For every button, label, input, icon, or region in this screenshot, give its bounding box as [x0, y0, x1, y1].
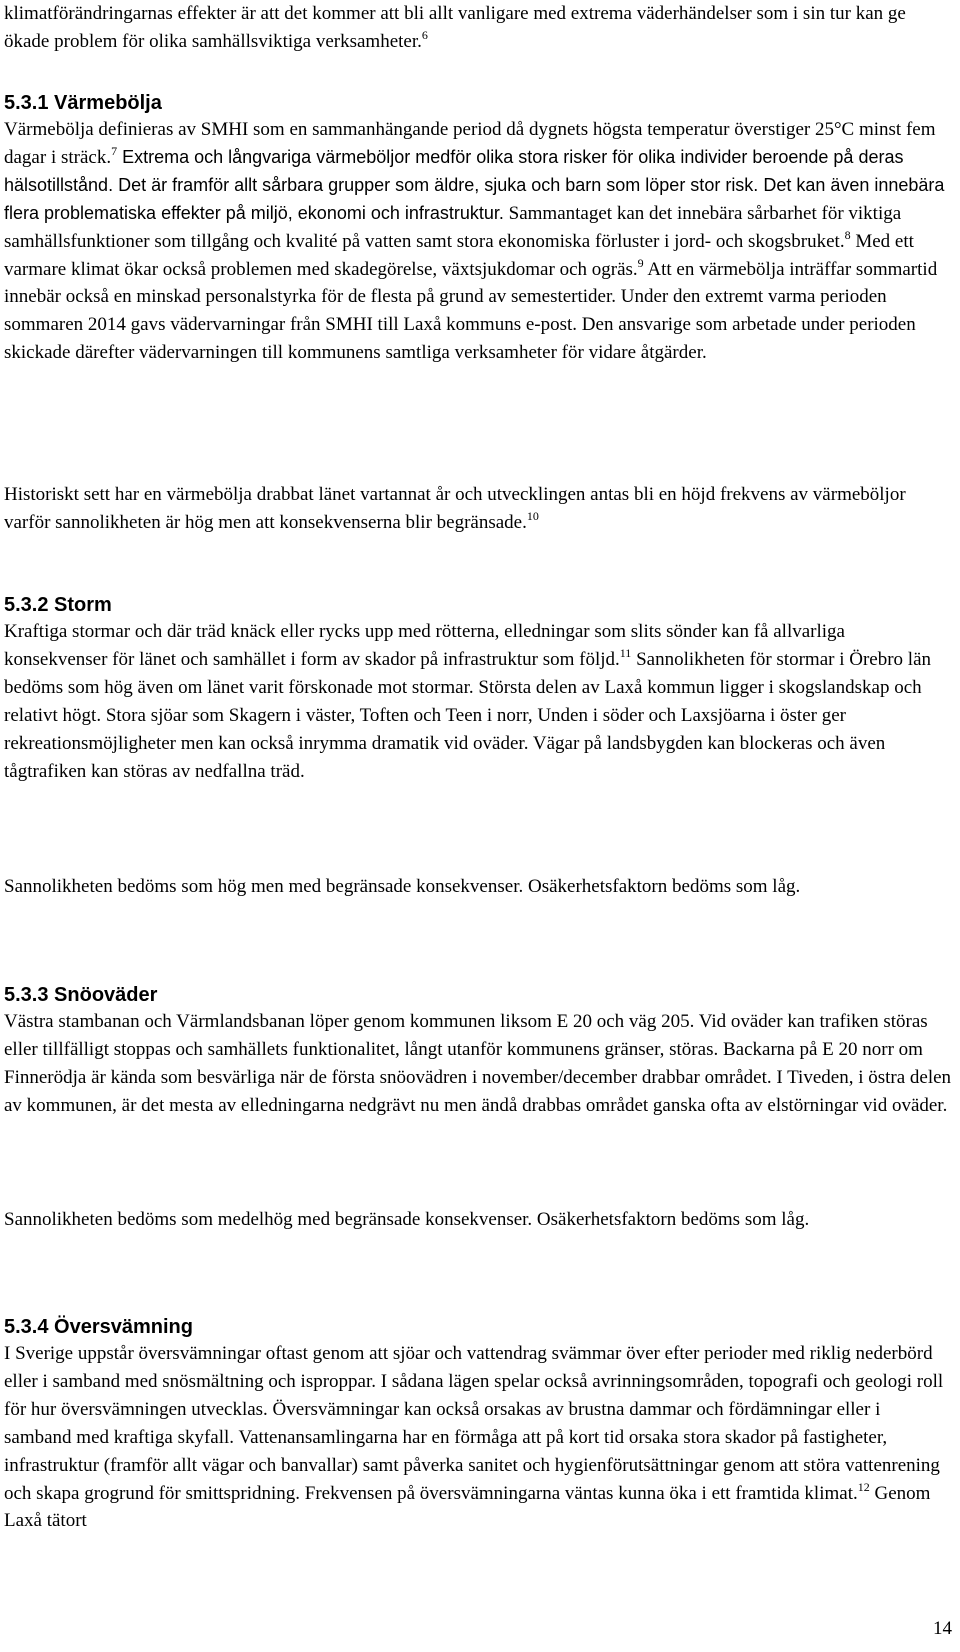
intro-paragraph — [4, 0, 952, 56]
storm-assessment-paragraph: Sannolikheten bedöms som hög men med begränsade konsekvenser. Osäkerhetsfaktorn bedöms som låg. — [4, 876, 801, 897]
heatwave-text-b: Extrema och långvariga värmeböljor medför olika stora risker för olika individer beroende på deras hälsotillstånd. Det är framför allt sårbara grupper som äldre, sjuka och barn som löper stor risk. Det kan även innebära flera problematiska effekter på miljö, ekonomi och infrastruktur. — [4, 146, 945, 223]
heading-5-3-3: 5.3.3 Snöoväder — [4, 984, 158, 1006]
footnote-ref-11: 11 — [619, 645, 632, 660]
snowstorm-paragraph: Västra stambanan och Värmlandsbanan löper genom kommunen liksom E 20 och väg 205. Vid oväder kan trafiken störas eller tillfälligt stoppas och samhällets funktionalitet, långt utanför kommunens gränser, störas. Backarna på E 20 norr om Finnerödja är kända som besvärliga när de första snöovädren i november/december drabbar området. I Tiveden, i östra delen av kommunen, är det mesta av elledningarna nedgrävt nu men ändå drabbas området ganska ofta av elstörningar vid oväder. — [4, 1011, 952, 1116]
snowstorm-assessment-paragraph: Sannolikheten bedöms som medelhög med begränsade konsekvenser. Osäkerhetsfaktorn bedöms som låg. — [4, 1209, 810, 1230]
heatwave-history-text: Historiskt sett har en värmebölja drabbat länet vartannat år och utvecklingen antas bli en höjd frekvens av värmeböljor varför sannolikheten är hög men att konsekvenserna blir begränsade. — [4, 484, 906, 533]
heatwave-history-paragraph — [4, 481, 952, 537]
page-number: 14 — [933, 1618, 952, 1639]
heading-5-3-4: 5.3.4 Översvämning — [4, 1316, 193, 1338]
heatwave-text-c: Sammantaget kan det innebära sårbarhet för viktiga samhällsfunktioner som tillgång och kvalité på vatten samt stora ekonomiska förluster i jord- och skogsbruket. — [4, 202, 902, 252]
flood-text-a: I Sverige uppstår översvämningar oftast genom att sjöar och vattendrag svämmar över efter perioder med riklig nederbörd eller i samband med snösmältning och isproppar. I sådana lägen spelar också avrinningsområden, topografi och geologi roll för hur översvämningen utvecklas. Översvämningar kan också orsakas av brustna dammar och fördämningar eller i samband med kraftiga skyfall. Vattenansamlingarna har en förmåga att på kort tid orsaka stora skador på fastigheter, infrastruktur (framför allt vägar och banvallar) samt påverka sanitet och hygienförutsättningar genom att störa vattenrening och skapa grogrund för smittspridning. Frekvensen på översvämningarna väntas kunna öka i ett framtida klimat. — [4, 1343, 944, 1504]
footnote-ref-9: 9 — [637, 255, 644, 270]
heatwave-text-a: Värmebölja definieras av SMHI som en sammanhängande period då dygnets högsta temperatur överstiger 25°C minst fem dagar i sträck. — [4, 119, 936, 168]
heatwave-text-d: Med ett varmare klimat ökar också problemen med skadegörelse, växtsjukdomar och ogräs. — [4, 230, 914, 280]
footnote-ref-7: 7 — [111, 143, 118, 158]
storm-text-b: Sannolikheten för stormar i Örebro län bedöms som hög även om länet varit förskonade mot stormar. Största delen av Laxå kommun ligger i skogslandskap och relativt högt. Stora sjöar som Skagern i väster, Toften och Teen i norr, Unden i söder och Laxsjöarna i öster ger rekreationsmöjligheter men kan också inrymma dramatik vid oväder. Vägar på landsbygden kan blockeras och även tågtrafiken kan störas av nedfallna träd. — [4, 648, 932, 782]
heatwave-text-e: Att en värmebölja inträffar sommartid innebär också en minskad personalstyrka för de flesta på grund av semestertider. Under den extremt varma perioden sommaren 2014 gavs vädervarningar från SMHI till Laxå kommuns e-post. Den ansvarige som arbetade under perioden skickade därefter vädervarningen till kommunens samtliga verksamheter för vidare åtgärder. — [4, 258, 938, 364]
storm-paragraph — [4, 618, 952, 785]
storm-text-a: Kraftiga stormar och där träd knäck eller rycks upp med rötterna, elledningar som slits sönder kan få allvarliga konsekvenser för länet och samhället i form av skador på infrastruktur som följd. — [4, 621, 845, 670]
heatwave-paragraph — [4, 116, 952, 367]
intro-text: klimatförändringarnas effekter är att det kommer att bli allt vanligare med extrema väderhändelser som i sin tur kan ge ökade problem för olika samhällsviktiga verksamheter. — [4, 3, 906, 52]
flood-paragraph — [4, 1340, 952, 1535]
footnote-ref-12: 12 — [857, 1479, 870, 1494]
footnote-ref-6: 6 — [421, 27, 428, 42]
footnote-ref-10: 10 — [526, 508, 539, 523]
heading-5-3-1: 5.3.1 Värmebölja — [4, 92, 162, 114]
flood-text-b: Genom Laxå tätort — [4, 1482, 931, 1532]
footnote-ref-8: 8 — [844, 227, 851, 242]
heading-5-3-2: 5.3.2 Storm — [4, 594, 112, 616]
